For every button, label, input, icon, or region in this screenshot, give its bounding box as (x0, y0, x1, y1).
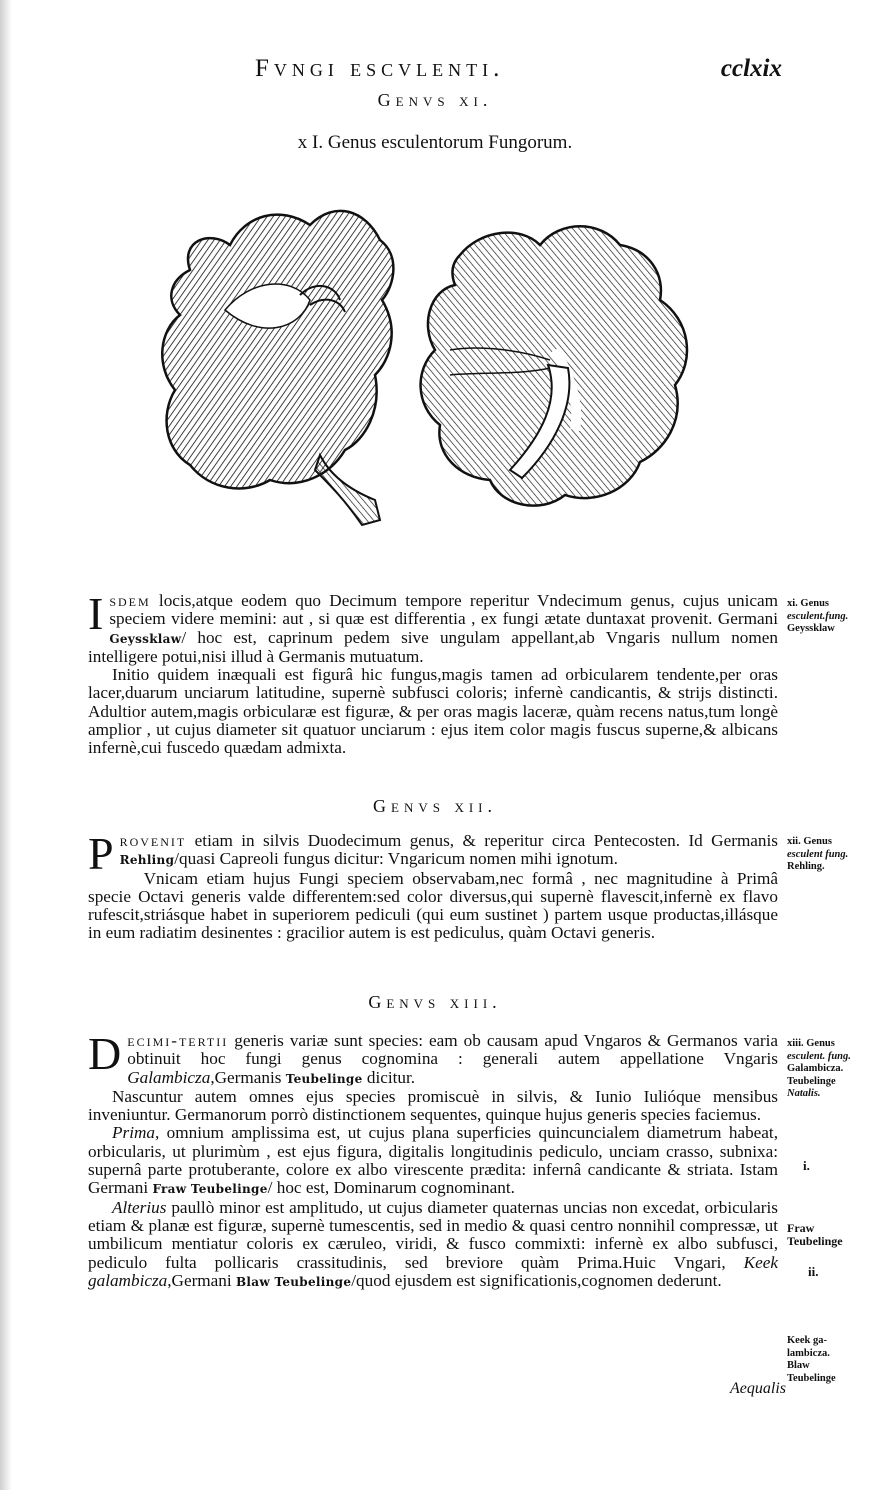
fungus-woodcut-illustration (150, 200, 720, 530)
margin-fraw-line2: Teubelinge (787, 1233, 843, 1248)
german-name-rehling: Rehling (119, 853, 175, 868)
left-fungus-drawing (162, 211, 393, 525)
german-name-blaw-teubelinge: Blaw Teubelinge (235, 1274, 352, 1289)
genus-xii-heading: Genvs xii. (373, 796, 497, 816)
margin-xii-line2: esculent fung. (787, 848, 849, 860)
genus-xii-para1-b: /quasi Capreoli fungus dicitur: Vngaricum nomen mihi ignotum. (174, 849, 618, 869)
margin-xi-line2: esculent.fung. (787, 610, 849, 622)
margin-xii-line3: Rehling. (787, 861, 825, 872)
right-fungus-drawing (421, 226, 687, 505)
genus-xii-text (88, 828, 778, 943)
genus-xi-lead-word: sdem (109, 591, 151, 610)
german-name-teubelinge: Teubelinge (285, 1071, 363, 1086)
genus-xiii-text (88, 1028, 778, 1291)
figure-caption: x I. Genus esculentorum Fungorum. (297, 132, 573, 153)
margin-xiii-line3: Galambicza. (787, 1063, 844, 1074)
genus-xii-para2: Vnicam etiam hujus Fungi speciem observabam,nec formâ , nec magnitudine à Primâ specie Octavi generis valde differentem:sed color diversus,qui supernè flavescit,infernè ex flavo rufescit,striásque habet in superiorem pediculi (qui eum sustinet ) partem usque productas,illásque in eum radiatim desinentes : gracilior autem is est pediculus, quàm Octavi generis. (88, 868, 778, 943)
margin-keek-line1: Keek ga- (787, 1335, 827, 1346)
species-prima-label: Prima (112, 1123, 155, 1143)
ungarian-name-keek-galambicza: Keek galambicza (88, 1252, 778, 1290)
species-alterius-text-c: /quod ejusdem est significationis,cognomen dederunt. (351, 1270, 722, 1290)
margin-note-fraw (787, 1222, 867, 1247)
genus-xi-text (88, 588, 778, 758)
dropcap-p: P (88, 828, 114, 879)
species-alterius-text-b: ,Germani (167, 1270, 236, 1290)
genus-xiii-para1-a: generis variæ sunt species: eam ob causam apud Vngaros & Germanos varia obtinuit hoc fungi genus cognomina : generali autem appellatione Vngaris (127, 1031, 778, 1069)
catchword: Aequalis (730, 1380, 786, 1397)
margin-xiii-line5: Natalis. (787, 1088, 821, 1099)
genus-xiii-para2: Nascuntur autem omnes ejus species promiscuè in silvis, & Iunio Iulióque mensibus inveniuntur. Germanorum porrò distinctionem sequentes, quinque hujus generis species faciemus. (88, 1086, 778, 1125)
species-prima-text-b: / hoc est, Dominarum cognominant. (267, 1178, 515, 1198)
genus-xiii-para1-b: ,Germanis (210, 1067, 286, 1087)
margin-note-genus-xiii (787, 1038, 867, 1101)
species-alterius-text-a: paullò minor est amplitudo, ut cujus diameter quaternas uncias non excedat, orbicularis etiam & planæ est figuræ, supernè tumescentis, sed in medio & quasi centro nonnihil compressæ, ut umbilicum mentiatur coloris ex cæruleo, viridi, & fusco commixti: infernè ex albo subfusci, pediculo fulta pollicaris crassitudinis, sed breviore quàm Prima.Huic Vngari, (88, 1197, 778, 1272)
margin-number-2: ii. (808, 1264, 819, 1279)
genus-xi-para1-a: locis,atque eodem quo Decimum tempore reperitur Vndecimum genus, cujus unicam speciem videre memini: aut , si quæ est differentia , ex fungi ætate duntaxat provenit. Germani (109, 591, 778, 629)
genus-xiii-para1-c: dicitur. (362, 1067, 416, 1087)
genus-xi-para1-b: / hoc est, caprinum pedem sive ungulam appellant,ab Vngaris nullum nomen intelligere potui,nisi illud à Germanis mutuatum. (88, 627, 778, 666)
genus-xiii-lead-word: ecimi-tertii (127, 1031, 229, 1050)
margin-xiii-line4: Teubelinge (787, 1075, 836, 1087)
german-name-geyssklaw: Geyssklaw (109, 631, 182, 646)
margin-note-genus-xi (787, 598, 867, 636)
margin-blaw-line1: Blaw (787, 1360, 810, 1371)
margin-blaw-line2: Teubelinge (787, 1372, 836, 1384)
genus-xiii-heading: Genvs xiii. (368, 992, 502, 1012)
running-head: Fvngi escvlenti. (255, 55, 505, 82)
species-prima-text-a: , omnium amplissima est, ut cujus plana superficies quincuncialem diametrum habeat, orbicularis, ut plurimùm , est ejus figura, digitalis longitudinis pediculo, unciam crasso, subnixa: supernâ parte protuberante, colore ex albo virescente prædita: infernâ candicante & striata. Istam Germani (88, 1123, 778, 1198)
dropcap-i: I (88, 588, 104, 639)
margin-xii-line1: xii. Genus (787, 836, 832, 847)
german-name-fraw-teubelinge: Fraw Teubelinge (152, 1182, 268, 1197)
species-alterius-label: Alterius (112, 1197, 167, 1217)
margin-note-keek (787, 1335, 867, 1385)
margin-xiii-line2: esculent. fung. (787, 1050, 851, 1062)
genus-xi-heading: Genvs xi. (377, 90, 493, 110)
margin-number-1: i. (803, 1158, 810, 1173)
margin-fraw-line1: Fraw (787, 1221, 815, 1235)
margin-xi-line3: Geyssklaw (787, 623, 835, 634)
margin-note-genus-xii (787, 836, 867, 874)
page-edge-shadow (0, 0, 12, 1490)
dropcap-d: D (88, 1028, 122, 1079)
margin-xi-line1: xi. Genus (787, 598, 830, 609)
folio-number: cclxix (720, 55, 782, 82)
margin-xiii-line1: xiii. Genus (787, 1038, 835, 1049)
genus-xii-para1-a: etiam in silvis Duodecimum genus, & reperitur circa Pentecosten. Id Germanis (186, 831, 778, 850)
ungarian-name-galambicza: Galambicza (127, 1067, 211, 1087)
margin-keek-line2: lambicza. (787, 1347, 830, 1359)
genus-xi-para2: Initio quidem inæquali est figurâ hic fungus,magis tamen ad orbicularem tendente,per oras lacer,duarum unciarum latitudine, supernè subfusci coloris; infernè candicantis, & strijs distincti. Adultior autem,magis orbicularæ est figuræ, & per oras magis laceræ, quàm recens natus,tum longè amplior , ut cujus diameter sit quatuor unciarum : ejus item color magis fuscus superne,& albicans infernè,cui fuscedo quædam admixta. (88, 665, 778, 758)
genus-xii-lead-word: rovenit (119, 831, 187, 850)
